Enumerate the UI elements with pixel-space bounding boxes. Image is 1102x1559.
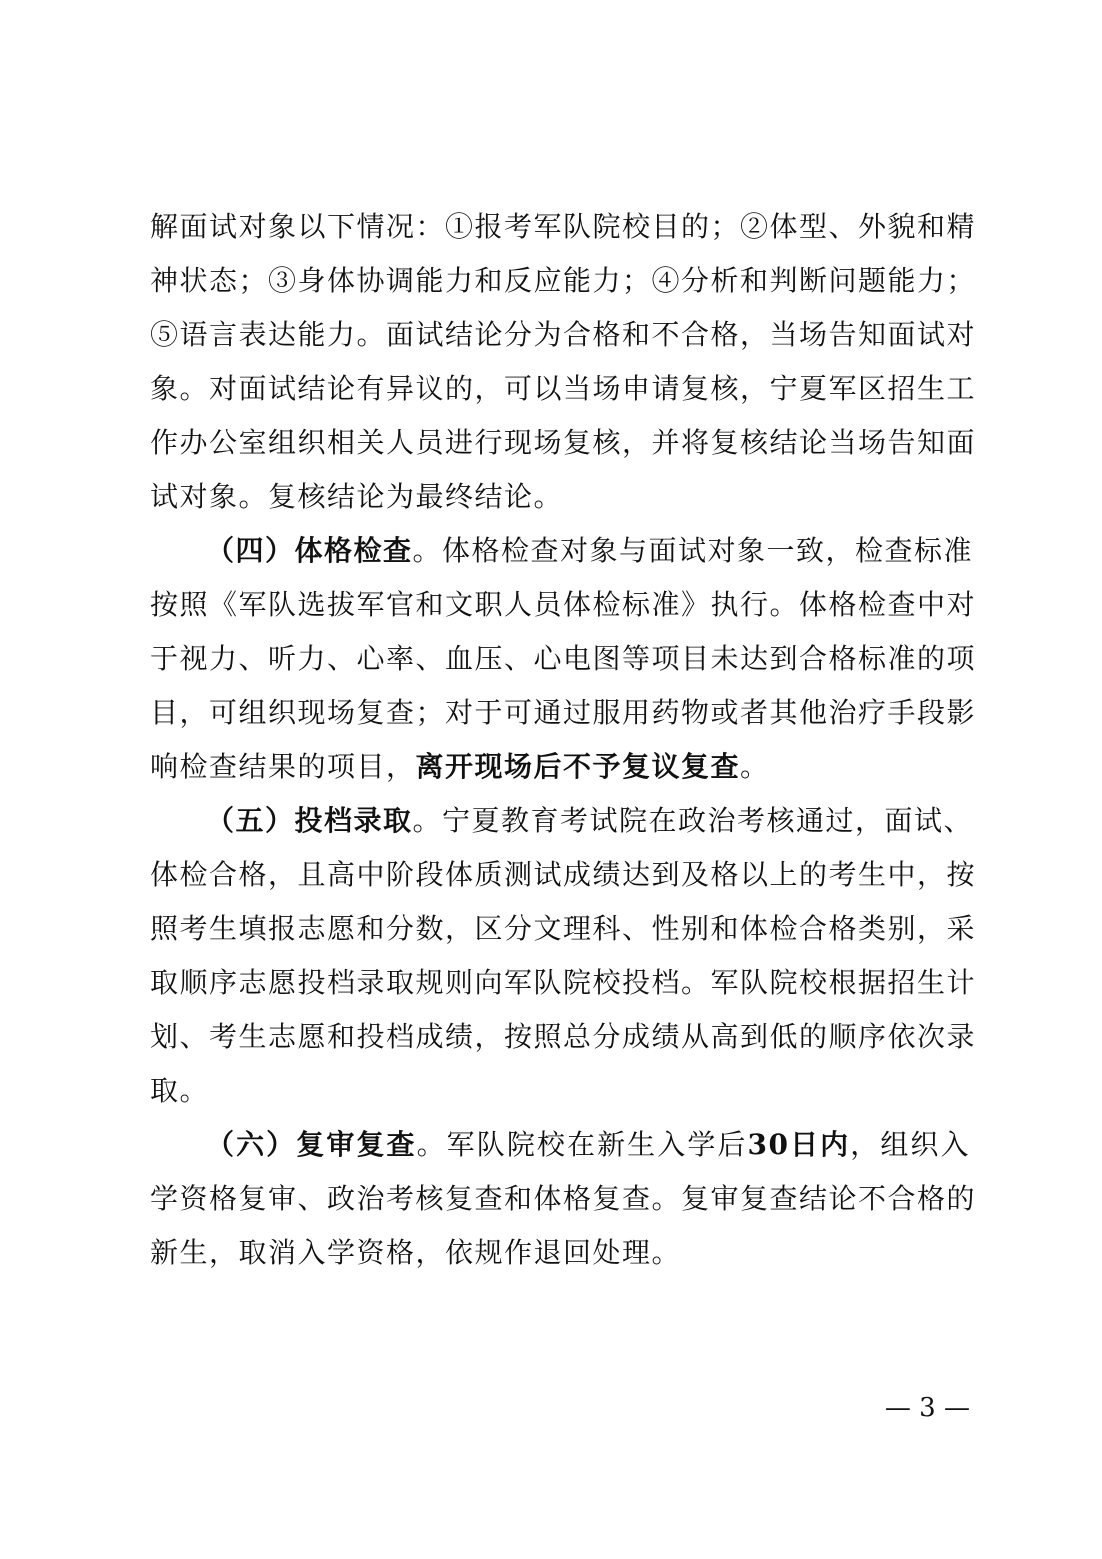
paragraph-line: 取顺序志愿投档录取规则向军队院校投档。军队院校根据招生计 <box>150 966 977 999</box>
emphasis-text: 30日内 <box>747 1128 851 1161</box>
paragraph-line: 解面试对象以下情况：①报考军队院校目的；②体型、外貌和精 <box>150 210 977 243</box>
paragraph-text: ，组织入 <box>850 1128 970 1161</box>
paragraph-line: 体检合格，且高中阶段体质测试成绩达到及格以上的考生中，按 <box>150 858 977 891</box>
section-admission-first-line <box>150 794 974 848</box>
paragraph-line: 神状态；③身体协调能力和反应能力；④分析和判断问题能力； <box>150 264 977 297</box>
paragraph-text: 响检查结果的项目， <box>150 750 416 783</box>
page-number: — 3 — <box>884 1393 970 1423</box>
paragraph-text: 。宁夏教育考试院在政治考核通过，面试、 <box>412 804 974 837</box>
paragraph-line: 新生，取消入学资格，依规作退回处理。 <box>150 1236 682 1269</box>
paragraph-line: 照考生填报志愿和分数，区分文理科、性别和体检合格类别，采 <box>150 912 977 945</box>
section-heading: （五）投档录取 <box>206 804 413 837</box>
paragraph-line: 试对象。复核结论为最终结论。 <box>150 480 564 513</box>
paragraph-text: 。军队院校在新生入学后 <box>416 1128 748 1161</box>
paragraph-line: 学资格复审、政治考核复查和体格复查。复审复查结论不合格的 <box>150 1182 977 1215</box>
paragraph-line: 划、考生志愿和投档成绩，按照总分成绩从高到低的顺序依次录 <box>150 1020 977 1053</box>
paragraph-line: 目，可组织现场复查；对于可通过服用药物或者其他治疗手段影 <box>150 696 977 729</box>
section-heading: （四）体格检查 <box>206 534 413 567</box>
section-physical-exam-first-line <box>150 524 974 578</box>
emphasis-text: 离开现场后不予复议复查 <box>415 750 741 783</box>
body-text <box>150 200 977 1280</box>
paragraph-line: 按照《军队选拔军官和文职人员体检标准》执行。体格检查中对 <box>150 588 977 621</box>
paragraph-line: 作办公室组织相关人员进行现场复核，并将复核结论当场告知面 <box>150 426 977 459</box>
paragraph-line: 取。 <box>150 1074 210 1107</box>
paragraph-text: 。 <box>740 750 770 783</box>
paragraph-line: 象。对面试结论有异议的，可以当场申请复核，宁夏军区招生工 <box>150 372 977 405</box>
paragraph-line: ⑤语言表达能力。面试结论分为合格和不合格，当场告知面试对 <box>150 318 977 351</box>
paragraph-line <box>150 740 970 794</box>
paragraph-text: 。体格检查对象与面试对象一致，检查标准 <box>412 534 974 567</box>
paragraph-line: 于视力、听力、心率、血压、心电图等项目未达到合格标准的项 <box>150 642 977 675</box>
section-review-first-line <box>150 1118 970 1172</box>
section-heading: （六）复审复查 <box>206 1128 417 1161</box>
